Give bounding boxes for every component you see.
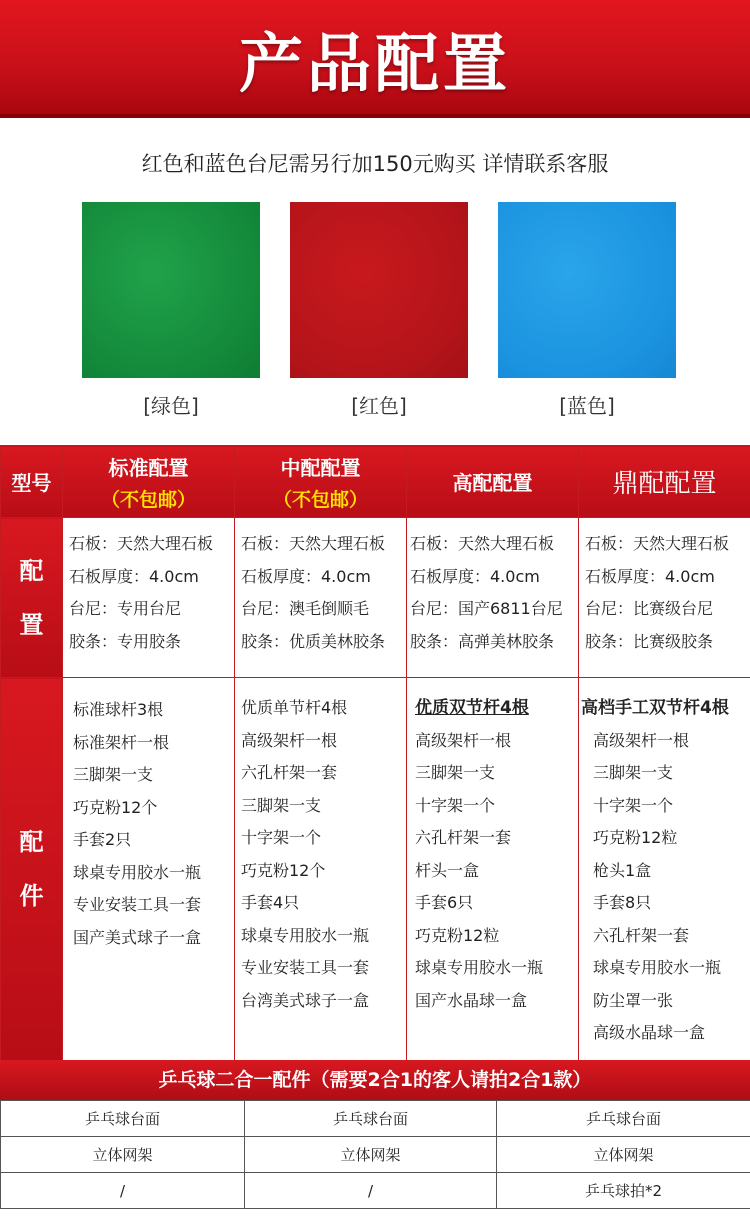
list-item: 巧克粉12粒: [415, 925, 500, 945]
pingpong-table: [0, 1100, 750, 1209]
table-row: [1, 1101, 750, 1137]
list-item: 国产美式球子一盒: [73, 927, 202, 947]
list-item: 六孔杆架一套: [415, 828, 512, 847]
list-item: 手套6只: [415, 893, 474, 912]
list-item: 高级架杆一根: [415, 730, 512, 750]
list-item: 高级水晶球一盒: [593, 1023, 706, 1042]
list-item: 三脚架一支: [73, 765, 154, 784]
red-swatch-label: [红色]: [351, 394, 407, 418]
table-row: [1, 1137, 750, 1173]
color-notice: 红色和蓝色台尼需另行加150元购买 详情联系客服: [141, 152, 609, 176]
list-item: 杆头一盒: [415, 860, 480, 880]
page-title: 产品配置: [239, 28, 511, 102]
list-item: 十字架一个: [241, 828, 322, 847]
table-cell: 乒乓球台面: [1, 1101, 245, 1137]
title-banner: [0, 0, 750, 118]
list-item: 十字架一个: [415, 795, 496, 815]
mid-config-cell: 石板：天然大理石板 石板厚度：4.0cm 台尼：澳毛倒顺毛 胶条：优质美林胶条: [235, 518, 407, 678]
standard-header-note: （不包邮）: [100, 488, 196, 511]
list-item: 十字架一个: [593, 795, 674, 815]
list-item: 标准球杆3根: [73, 700, 164, 719]
standard-header: [63, 446, 235, 518]
standard-accessories-cell: [63, 678, 235, 1061]
blue-cloth-swatch: [498, 202, 676, 378]
top-accessories-cell: [579, 678, 750, 1061]
list-item: 优质单节杆4根: [241, 698, 348, 717]
table-cell: 乒乓球台面: [245, 1101, 497, 1137]
list-item: 枪头1盒: [593, 860, 652, 880]
list-item: 巧克粉12粒: [593, 828, 678, 847]
high-config-cell: 石板：天然大理石板 石板厚度：4.0cm 台尼：国产6811台尼 胶条：高弹美林胶条: [407, 518, 579, 678]
high-accessories-cell: [407, 678, 579, 1061]
mid-header-name: 中配配置: [280, 455, 361, 480]
list-item: 球桌专用胶水一瓶: [593, 958, 722, 977]
green-cloth-swatch: [82, 202, 260, 378]
list-item: 三脚架一支: [241, 795, 322, 815]
configuration-table: [0, 445, 750, 1061]
red-cloth-swatch: [290, 202, 468, 378]
table-cell: 乒乓球台面: [497, 1101, 750, 1137]
list-item: 巧克粉12个: [73, 797, 158, 817]
accessory-row: [1, 678, 750, 1061]
list-item: 高级架杆一根: [593, 730, 690, 750]
list-item: 专业安装工具一套: [73, 895, 202, 914]
accessory-side-label: 配 件: [1, 678, 63, 1061]
mid-header-note: （不包邮）: [272, 488, 368, 511]
blue-swatch-label: [蓝色]: [559, 394, 615, 418]
list-item: 手套2只: [73, 830, 132, 849]
pingpong-section-title: 乒乓球二合一配件（需要2合1的客人请拍2合1款）: [0, 1060, 750, 1100]
list-item: 三脚架一支: [415, 763, 496, 782]
table-cell: 立体网架: [497, 1137, 750, 1173]
table-cell: /: [245, 1173, 497, 1209]
top-config-cell: 石板：天然大理石板 石板厚度：4.0cm 台尼：比赛级台尼 胶条：比赛级胶条: [579, 518, 750, 678]
list-item: 手套8只: [593, 893, 652, 912]
list-item: 球桌专用胶水一瓶: [241, 925, 370, 945]
list-item: 防尘罩一张: [593, 990, 674, 1010]
table-cell: /: [1, 1173, 245, 1209]
list-item: 高档手工双节杆4根: [581, 698, 729, 718]
config-side-label: 配 置: [1, 518, 63, 678]
list-item: 三脚架一支: [593, 763, 674, 782]
list-item: 国产水晶球一盒: [415, 990, 528, 1010]
mid-accessories-cell: [235, 678, 407, 1061]
top-header-name: 鼎配配置: [612, 469, 717, 499]
list-item: 手套4只: [241, 893, 300, 912]
table-cell: 立体网架: [245, 1137, 497, 1173]
mid-header: [235, 446, 407, 518]
standard-header-name: 标准配置: [108, 455, 189, 480]
high-header-name: 高配配置: [452, 471, 533, 495]
list-item: 六孔杆架一套: [241, 763, 338, 782]
list-item: 高级架杆一根: [241, 730, 338, 750]
header-row: [1, 446, 750, 518]
list-item: 巧克粉12个: [241, 860, 326, 880]
list-item: 球桌专用胶水一瓶: [415, 958, 544, 977]
high-header: [407, 446, 579, 518]
standard-config-cell: 石板：天然大理石板 石板厚度：4.0cm 台尼：专用台尼 胶条：专用胶条: [63, 518, 235, 678]
model-header: 型号: [1, 446, 63, 518]
green-swatch-label: [绿色]: [143, 394, 199, 418]
table-cell: 立体网架: [1, 1137, 245, 1173]
top-header: [579, 446, 750, 518]
config-row: [1, 518, 750, 678]
list-item: 优质双节杆4根: [415, 698, 529, 718]
table-cell: 乒乓球拍*2: [497, 1173, 750, 1209]
list-item: 专业安装工具一套: [241, 958, 370, 977]
list-item: 球桌专用胶水一瓶: [73, 862, 202, 882]
list-item: 标准架杆一根: [73, 732, 170, 752]
list-item: 台湾美式球子一盒: [241, 990, 370, 1010]
list-item: 六孔杆架一套: [593, 925, 690, 945]
table-row: [1, 1173, 750, 1209]
